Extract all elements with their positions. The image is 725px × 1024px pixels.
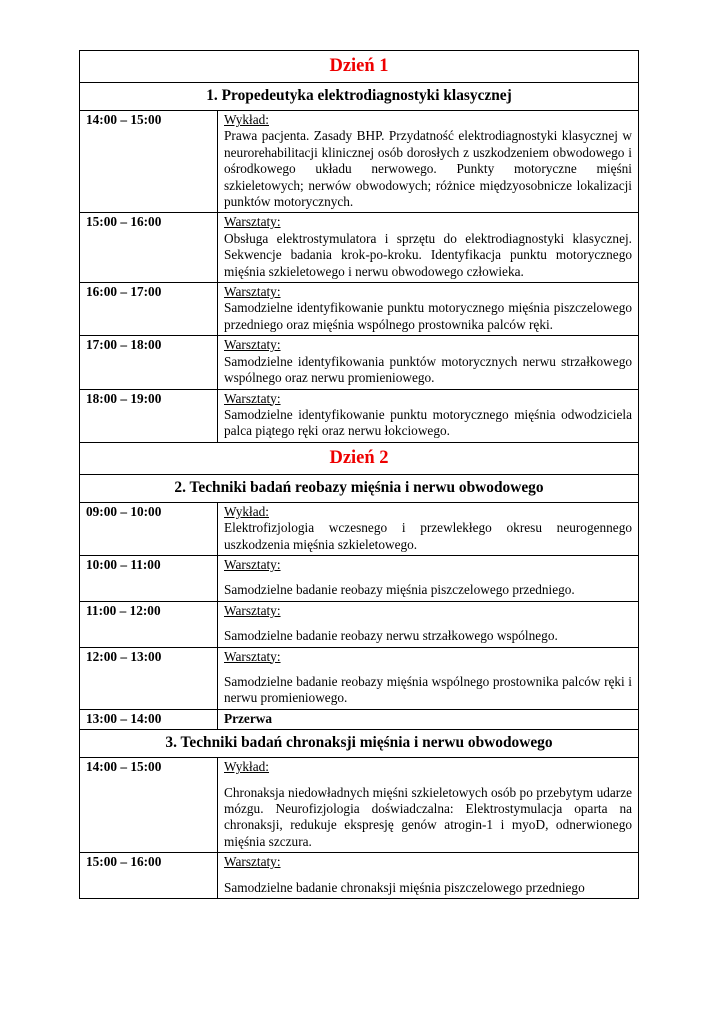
time-cell: 14:00 – 15:00: [80, 758, 218, 853]
content-cell: [218, 555, 639, 601]
time-cell: 15:00 – 16:00: [80, 213, 218, 283]
spacer: [224, 776, 632, 785]
session-description: Samodzielne badanie reobazy mięśnia piszczelowego przedniego.: [224, 582, 575, 598]
schedule-table: [79, 50, 639, 899]
spacer: [224, 665, 632, 674]
session-type: Warsztaty:: [224, 556, 281, 572]
table-row: [80, 555, 639, 601]
day-header-row: [80, 51, 639, 83]
session-type: Warsztaty:: [224, 214, 281, 230]
time-cell: 16:00 – 17:00: [80, 283, 218, 336]
session-description: Samodzielne identyfikowanie punktu motorycznego mięśnia piszczelowego przedniego oraz mięśnia wspólnego prostownika palców ręki.: [224, 300, 632, 332]
table-row-break: [80, 709, 639, 729]
session-description: Samodzielne badanie reobazy nerwu strzałkowego wspólnego.: [224, 628, 558, 644]
content-cell: [218, 647, 639, 709]
session-description: Samodzielne badanie chronaksji mięśnia piszczelowego przedniego: [224, 879, 585, 895]
content-cell: [218, 336, 639, 389]
table-row: [80, 389, 639, 442]
table-row: [80, 111, 639, 213]
session-type: Wykład:: [224, 503, 269, 519]
content-cell: [218, 853, 639, 899]
table-row: [80, 213, 639, 283]
content-cell: [218, 389, 639, 442]
time-cell: 13:00 – 14:00: [80, 709, 218, 729]
spacer: [224, 573, 632, 582]
table-row: [80, 601, 639, 647]
session-description: Chronaksja niedowładnych mięśni szkieletowych osób po przebytym udarze mózgu. Neurofizjologia doświadczalna: Elektrostymulacja oparta na chronaksji, redukuje ekspresję genów atrogin-1 i myoD, odnerwionego mięśnia szczura.: [224, 784, 632, 849]
section-header-row: [80, 474, 639, 502]
spacer: [224, 871, 632, 880]
section2-title: 2. Techniki badań reobazy mięśnia i nerwu obwodowego: [80, 474, 639, 502]
time-cell: 09:00 – 10:00: [80, 502, 218, 555]
table-row: [80, 283, 639, 336]
time-cell: 11:00 – 12:00: [80, 601, 218, 647]
day-header-row: [80, 442, 639, 474]
table-row: [80, 336, 639, 389]
session-type: Warsztaty:: [224, 284, 281, 300]
session-description: Obsługa elektrostymulatora i sprzętu do elektrodiagnostyki klasycznej. Sekwencje badania krok-po-kroku. Identyfikacja punktu motorycznego mięśnia szkieletowego i nerwu obwodowego człowieka.: [224, 230, 632, 279]
session-type: Warsztaty:: [224, 854, 281, 870]
content-cell: [218, 283, 639, 336]
table-row: [80, 758, 639, 853]
session-description: Samodzielne badanie reobazy mięśnia wspólnego prostownika palców ręki i nerwu promieniowego.: [224, 673, 632, 706]
section1-title: 1. Propedeutyka elektrodiagnostyki klasycznej: [80, 83, 639, 111]
content-cell: [218, 213, 639, 283]
content-cell: [218, 601, 639, 647]
session-type: Warsztaty:: [224, 648, 281, 664]
time-cell: 14:00 – 15:00: [80, 111, 218, 213]
time-cell: 10:00 – 11:00: [80, 555, 218, 601]
session-type: Warsztaty:: [224, 390, 281, 406]
day1-title: Dzień 1: [80, 51, 639, 83]
session-type: Warsztaty:: [224, 337, 281, 353]
time-cell: 12:00 – 13:00: [80, 647, 218, 709]
content-cell: [218, 758, 639, 853]
section-header-row: [80, 730, 639, 758]
time-cell: 17:00 – 18:00: [80, 336, 218, 389]
session-type: Wykład:: [224, 759, 269, 775]
break-label: Przerwa: [218, 709, 639, 729]
session-description: Prawa pacjenta. Zasady BHP. Przydatność elektrodiagnostyki klasycznej w neurorehabilitacji klinicznej osób dorosłych z uszkodzeniem obwodowego i ośrodkowego układu nerwowego. Punkty motoryczne mięśni szkieletowych; nerwów obwodowych; różnice międzyosobnicze lokalizacji punktów motorycznych.: [224, 128, 632, 210]
table-row: [80, 853, 639, 899]
session-description: Elektrofizjologia wczesnego i przewlekłego okresu neurogennego uszkodzenia mięśnia szkieletowego.: [224, 520, 632, 552]
session-description: Samodzielne identyfikowanie punktu motorycznego mięśnia odwodziciela palca piątego ręki oraz nerwu łokciowego.: [224, 406, 632, 439]
content-cell: [218, 111, 639, 213]
time-cell: 18:00 – 19:00: [80, 389, 218, 442]
section-header-row: [80, 83, 639, 111]
spacer: [224, 619, 632, 628]
table-row: [80, 647, 639, 709]
session-description: Samodzielne identyfikowania punktów motorycznych nerwu strzałkowego wspólnego oraz nerwu promieniowego.: [224, 353, 632, 386]
day2-title: Dzień 2: [80, 442, 639, 474]
content-cell: [218, 502, 639, 555]
session-type: Wykład:: [224, 112, 269, 127]
section3-title: 3. Techniki badań chronaksji mięśnia i nerwu obwodowego: [80, 730, 639, 758]
session-type: Warsztaty:: [224, 602, 281, 618]
time-cell: 15:00 – 16:00: [80, 853, 218, 899]
table-row: [80, 502, 639, 555]
